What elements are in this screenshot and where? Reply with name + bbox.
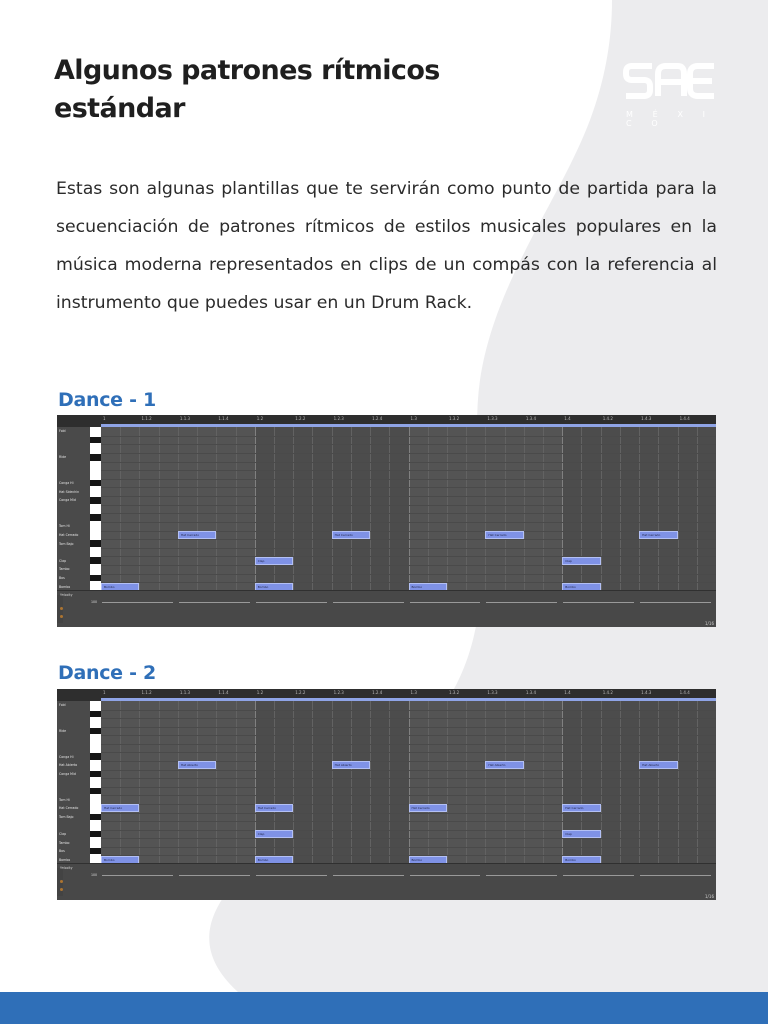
grid-line xyxy=(351,427,352,591)
midi-note[interactable]: Bombo xyxy=(409,583,447,591)
lane-label: Ride xyxy=(59,455,67,460)
grid-line xyxy=(236,427,237,591)
lane-divider xyxy=(101,505,716,506)
ruler-tick-label: 1 xyxy=(103,416,106,421)
ruler-tick-label: 1.3.4 xyxy=(525,690,536,695)
lane-name-column xyxy=(57,427,90,591)
note-grid[interactable] xyxy=(101,701,716,864)
lane-divider xyxy=(101,718,716,719)
midi-note[interactable]: Clap xyxy=(255,557,293,565)
velocity-lane[interactable] xyxy=(57,863,716,900)
grid-line xyxy=(562,701,563,864)
lane-divider xyxy=(101,795,716,796)
logo-subtitle: M É X I C O xyxy=(626,110,714,128)
velocity-bar xyxy=(179,602,250,603)
midi-note[interactable]: Hat Cerrado xyxy=(485,531,523,539)
grid-resolution-label: 1/16 xyxy=(705,621,714,626)
ruler-tick-label: 1.4 xyxy=(564,690,571,695)
velocity-bar xyxy=(333,875,404,876)
lane-divider xyxy=(101,787,716,788)
lane-divider xyxy=(101,727,716,728)
velocity-bar xyxy=(256,602,327,603)
grid-line xyxy=(120,427,121,591)
lane-name-column xyxy=(57,701,90,864)
grid-line xyxy=(485,427,486,591)
grid-line xyxy=(447,427,448,591)
lane-label: Hat Sidechin xyxy=(59,489,80,494)
ruler-tick-label: 1.3.3 xyxy=(487,690,498,695)
lane-divider xyxy=(101,574,716,575)
grid-line xyxy=(332,701,333,864)
lane-divider xyxy=(101,453,716,454)
ruler-tick-label: 1.4.2 xyxy=(602,690,613,695)
grid-line xyxy=(505,427,506,591)
ruler-tick-label: 1.1.3 xyxy=(179,690,191,695)
grid-line xyxy=(293,427,294,591)
piano-black-key xyxy=(90,831,101,838)
velocity-lane[interactable] xyxy=(57,590,716,627)
grid-line xyxy=(658,701,659,864)
ruler-tick-label: 1.4.4 xyxy=(679,690,690,695)
section-title-dance-2: Dance - 2 xyxy=(58,662,156,684)
grid-line xyxy=(601,427,602,591)
grid-line xyxy=(678,701,679,864)
ruler-tick-label: 1.3.2 xyxy=(448,690,460,695)
grid-line xyxy=(639,427,640,591)
grid-line xyxy=(120,701,121,864)
lane-label: Tambo xyxy=(59,840,70,845)
grid-line xyxy=(159,701,160,864)
lane-divider xyxy=(101,752,716,753)
lane-label: Bos xyxy=(59,849,65,854)
grid-line xyxy=(370,701,371,864)
lane-label: Clap xyxy=(59,831,67,836)
grid-line xyxy=(581,427,582,591)
grid-line xyxy=(524,427,525,591)
lane-label: Bos xyxy=(59,576,65,581)
ruler-tick-label: 1.2.4 xyxy=(372,690,383,695)
ruler-tick-label: 1.1.4 xyxy=(218,690,229,695)
velocity-bar xyxy=(640,875,711,876)
footer-bar xyxy=(0,992,768,1024)
grid-line xyxy=(466,427,467,591)
ruler-tick-label: 1.1.2 xyxy=(141,690,152,695)
lane-label: Conga Mid xyxy=(59,771,76,776)
lane-label: Fold xyxy=(59,429,66,434)
midi-note[interactable]: Hat Cerrado xyxy=(101,804,139,812)
lane-label: Hat Abierto xyxy=(59,763,78,768)
piano-black-key xyxy=(90,557,101,564)
grid-line xyxy=(466,701,467,864)
lane-label: Tom Bajo xyxy=(59,814,74,819)
intro-paragraph: Estas son algunas plantillas que te servirán como punto de partida para la secuenciación de patrones rítmicos de estilos musicales populares en la música moderna representados en clips de un compás con la referencia al instrumento que puedes usar en un Drum Rack. xyxy=(56,179,717,313)
lane-divider xyxy=(101,487,716,488)
grid-line xyxy=(620,427,621,591)
midi-note[interactable]: Hat Abierto xyxy=(485,761,523,769)
note-grid[interactable] xyxy=(101,427,716,591)
grid-resolution-label: 1/16 xyxy=(705,894,714,899)
velocity-bar xyxy=(256,875,327,876)
midi-clip-dance-2 xyxy=(57,689,716,900)
midi-note[interactable]: Bombo xyxy=(255,856,293,864)
ruler-tick-label: 1.2.3 xyxy=(333,416,344,421)
lane-divider xyxy=(101,436,716,437)
ruler-tick-label: 1.3 xyxy=(410,690,417,695)
ruler-tick-label: 1.4.3 xyxy=(641,416,652,421)
lane-label: Bombo xyxy=(59,857,71,862)
velocity-value: 100 xyxy=(91,873,98,877)
grid-line xyxy=(485,701,486,864)
grid-line xyxy=(639,701,640,864)
grid-line xyxy=(620,701,621,864)
grid-line xyxy=(389,701,390,864)
lane-divider xyxy=(101,565,716,566)
scrollbar[interactable] xyxy=(57,595,63,623)
title-line-1: Algunos patrones rítmicos xyxy=(54,55,440,86)
midi-note[interactable]: Bombo xyxy=(101,856,139,864)
page-title xyxy=(54,52,440,128)
lane-divider xyxy=(101,813,716,814)
velocity-bar xyxy=(563,875,634,876)
lane-divider xyxy=(101,539,716,540)
ruler-tick-label: 1.1.4 xyxy=(218,416,229,421)
grid-line xyxy=(678,427,679,591)
lane-label: Clap xyxy=(59,558,67,563)
midi-note[interactable]: Hat Cerrado xyxy=(255,804,293,812)
velocity-bar xyxy=(640,602,711,603)
ruler-tick-label: 1.2.2 xyxy=(295,416,306,421)
ruler-tick-label: 1.3.3 xyxy=(487,416,498,421)
ruler-tick-label: 1.2.3 xyxy=(333,690,344,695)
grid-line xyxy=(178,701,179,864)
piano-black-key xyxy=(90,788,101,795)
ruler-tick-label: 1.4.2 xyxy=(602,416,613,421)
lane-label: Conga Hi xyxy=(59,481,74,486)
lane-label: Conga Hi xyxy=(59,754,74,759)
piano-black-key xyxy=(90,814,101,821)
ruler-tick-label: 1.4.4 xyxy=(679,416,690,421)
grid-line xyxy=(543,427,544,591)
lane-divider xyxy=(101,479,716,480)
piano-black-key xyxy=(90,575,101,582)
velocity-value: 100 xyxy=(91,600,98,604)
ruler-tick-label: 1.4.3 xyxy=(641,690,652,695)
velocity-bar xyxy=(563,602,634,603)
lane-label: Tom Hi xyxy=(59,797,70,802)
grid-line xyxy=(505,701,506,864)
lane-label: Hat Cerrado xyxy=(59,532,79,537)
midi-note[interactable]: Bombo xyxy=(101,583,139,591)
lane-divider xyxy=(101,513,716,514)
grid-line xyxy=(409,701,410,864)
midi-note[interactable]: Bombo xyxy=(562,583,600,591)
piano-black-key xyxy=(90,728,101,735)
lane-divider xyxy=(101,830,716,831)
lane-label: Ride xyxy=(59,729,67,734)
midi-note[interactable]: Hat Cerrado xyxy=(178,531,216,539)
grid-line xyxy=(178,427,179,591)
ruler-tick-label: 1.3.4 xyxy=(525,416,536,421)
lane-label: Fold xyxy=(59,703,66,708)
grid-line xyxy=(332,427,333,591)
lane-divider xyxy=(101,710,716,711)
velocity-bar xyxy=(179,875,250,876)
grid-line xyxy=(216,427,217,591)
piano-black-key xyxy=(90,454,101,461)
grid-line xyxy=(581,701,582,864)
piano-keys[interactable] xyxy=(90,427,101,591)
grid-line xyxy=(159,427,160,591)
lane-divider xyxy=(101,496,716,497)
velocity-label: Velocity xyxy=(60,593,73,597)
lane-divider xyxy=(101,838,716,839)
ruler-tick-label: 1.3 xyxy=(410,416,417,421)
lane-label: Conga Mid xyxy=(59,498,76,503)
grid-line xyxy=(236,701,237,864)
grid-line xyxy=(274,701,275,864)
lane-divider xyxy=(101,821,716,822)
grid-line xyxy=(255,701,256,864)
grid-line xyxy=(293,701,294,864)
lane-divider xyxy=(101,847,716,848)
grid-line xyxy=(197,701,198,864)
ruler-tick-label: 1.2 xyxy=(256,416,264,421)
lane-divider xyxy=(101,744,716,745)
grid-line xyxy=(697,701,698,864)
lane-label: Tom Bajo xyxy=(59,541,74,546)
grid-line xyxy=(428,701,429,864)
grid-line xyxy=(255,427,256,591)
piano-black-key xyxy=(90,711,101,718)
grid-line xyxy=(447,701,448,864)
section-title-dance-1: Dance - 1 xyxy=(58,389,156,411)
velocity-bar xyxy=(102,602,173,603)
grid-line xyxy=(524,701,525,864)
grid-line xyxy=(139,701,140,864)
midi-note[interactable]: Bombo xyxy=(562,856,600,864)
midi-note[interactable]: Hat Cerrado xyxy=(562,804,600,812)
lane-label: Hat Cerrado xyxy=(59,806,79,811)
grid-line xyxy=(697,427,698,591)
title-line-2: estándar xyxy=(54,93,185,124)
ruler-tick-label: 1.4 xyxy=(564,416,571,421)
velocity-bar xyxy=(486,875,557,876)
lane-divider xyxy=(101,735,716,736)
piano-black-key xyxy=(90,848,101,855)
lane-divider xyxy=(101,778,716,779)
midi-note[interactable]: Hat Abierto xyxy=(178,761,216,769)
piano-black-key xyxy=(90,437,101,444)
grid-line xyxy=(197,427,198,591)
grid-line xyxy=(312,701,313,864)
ruler-tick-label: 1.3.2 xyxy=(448,416,460,421)
midi-note[interactable]: Clap xyxy=(255,830,293,838)
lane-label: Tambo xyxy=(59,567,70,572)
grid-line xyxy=(274,427,275,591)
lane-divider xyxy=(101,462,716,463)
grid-line xyxy=(139,427,140,591)
ruler-tick-label: 1.1.2 xyxy=(141,416,152,421)
velocity-bar xyxy=(410,875,481,876)
grid-line xyxy=(658,427,659,591)
ruler-tick-label: 1.2.4 xyxy=(372,416,383,421)
midi-note[interactable]: Hat Cerrado xyxy=(639,531,677,539)
grid-line xyxy=(351,701,352,864)
piano-black-key xyxy=(90,497,101,504)
midi-note[interactable]: Bombo xyxy=(409,856,447,864)
ruler-tick-label: 1.2.2 xyxy=(295,690,306,695)
piano-black-key xyxy=(90,540,101,547)
midi-note[interactable]: Bombo xyxy=(255,583,293,591)
grid-line xyxy=(428,427,429,591)
grid-line xyxy=(543,701,544,864)
grid-line xyxy=(216,701,217,864)
piano-black-key xyxy=(90,771,101,778)
lane-label: Bombo xyxy=(59,584,71,589)
piano-keys[interactable] xyxy=(90,701,101,864)
midi-note[interactable]: Hat Abierto xyxy=(332,761,370,769)
grid-line xyxy=(601,701,602,864)
grid-line xyxy=(370,427,371,591)
midi-note[interactable]: Hat Abierto xyxy=(639,761,677,769)
lane-divider xyxy=(101,770,716,771)
velocity-label: Velocity xyxy=(60,866,73,870)
lane-divider xyxy=(101,470,716,471)
lane-divider xyxy=(101,548,716,549)
piano-black-key xyxy=(90,480,101,487)
midi-clip-dance-1 xyxy=(57,415,716,627)
lane-label: Tom Hi xyxy=(59,524,70,529)
grid-line xyxy=(389,427,390,591)
velocity-bar xyxy=(486,602,557,603)
piano-black-key xyxy=(90,514,101,521)
piano-black-key xyxy=(90,753,101,760)
lane-divider xyxy=(101,522,716,523)
grid-line xyxy=(409,427,410,591)
ruler-tick-label: 1.2 xyxy=(256,690,264,695)
grid-line xyxy=(312,427,313,591)
lane-divider xyxy=(101,444,716,445)
velocity-bar xyxy=(410,602,481,603)
midi-note[interactable]: Hat Cerrado xyxy=(409,804,447,812)
midi-note[interactable]: Clap xyxy=(562,557,600,565)
ruler-tick-label: 1 xyxy=(103,690,106,695)
ruler-tick-label: 1.1.3 xyxy=(179,416,191,421)
velocity-bar xyxy=(333,602,404,603)
scrollbar[interactable] xyxy=(57,868,63,896)
grid-line xyxy=(562,427,563,591)
lane-divider xyxy=(101,556,716,557)
velocity-bar xyxy=(102,875,173,876)
midi-note[interactable]: Hat Cerrado xyxy=(332,531,370,539)
midi-note[interactable]: Clap xyxy=(562,830,600,838)
